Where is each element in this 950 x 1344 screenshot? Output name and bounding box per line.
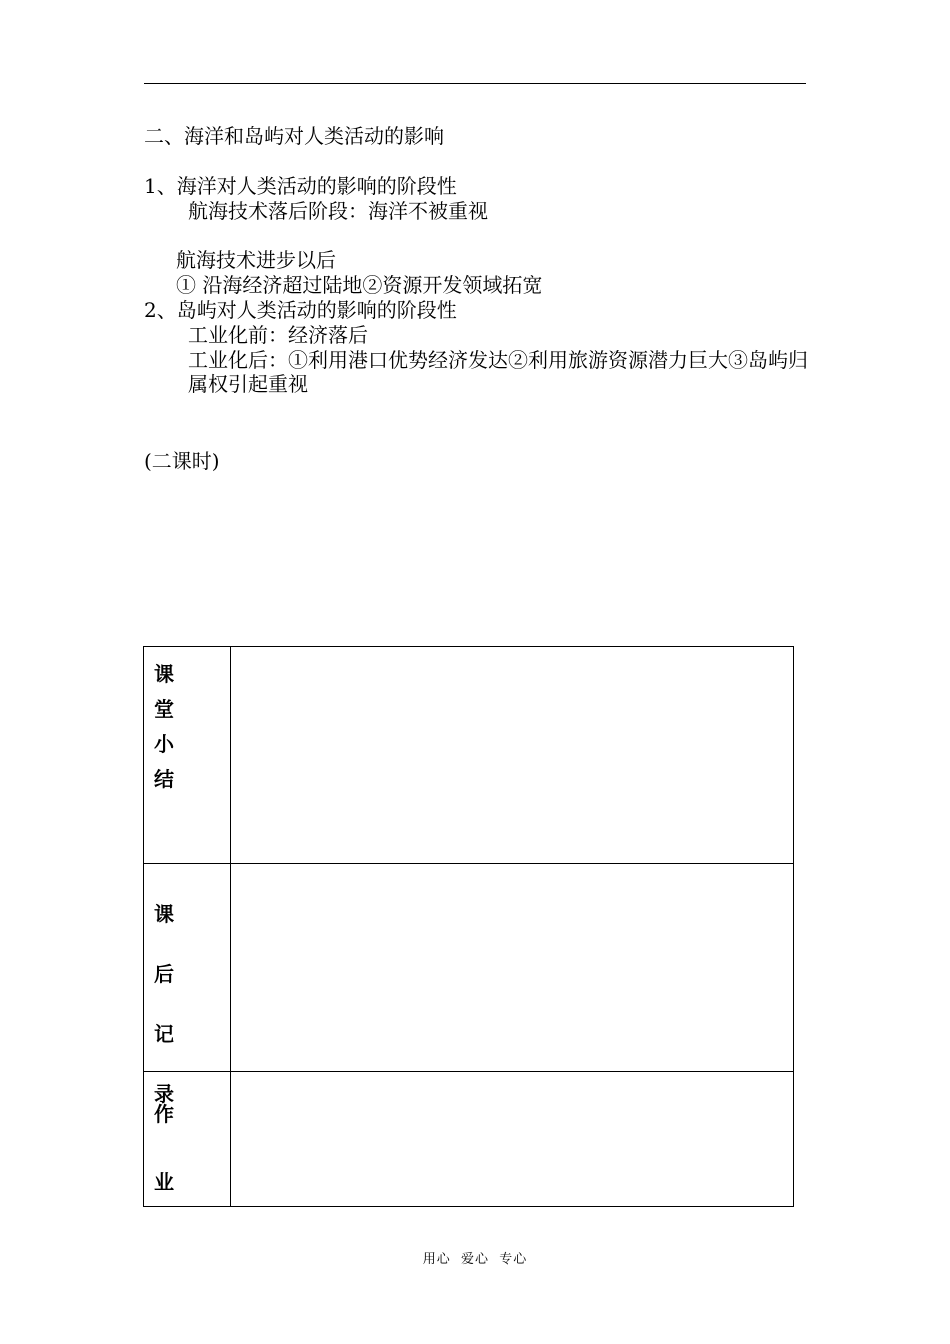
item1-line1: 航海技术落后阶段：海洋不被重视 — [188, 199, 488, 223]
item2-line1: 工业化前：经济落后 — [188, 323, 368, 347]
item1-title: 1、海洋对人类活动的影响的阶段性 — [144, 174, 457, 198]
item2-title: 2、岛屿对人类活动的影响的阶段性 — [144, 298, 457, 322]
homework-label-cell — [144, 1072, 231, 1207]
summary-content-cell[interactable] — [231, 647, 794, 864]
homework-label: 作 业 — [154, 1102, 174, 1194]
homework-content-cell[interactable] — [231, 1072, 794, 1207]
page-footer: 用心 爱心 专心 — [422, 1252, 528, 1267]
reflection-label-cell — [144, 864, 231, 1106]
reflection-label: 课 后 记 录 — [154, 902, 174, 1106]
item1-line3: ① 沿海经济超过陆地②资源开发领域拓宽 — [176, 273, 543, 297]
lesson-summary-table — [143, 646, 794, 1207]
reflection-content-cell[interactable] — [231, 864, 794, 1072]
summary-label: 课 堂 小 结 — [154, 662, 174, 791]
summary-label-cell — [144, 647, 231, 864]
section-heading: 二、海洋和岛屿对人类活动的影响 — [144, 124, 444, 148]
item1-line2: 航海技术进步以后 — [176, 248, 336, 272]
item2-line2: 工业化后：①利用港口优势经济发达②利用旅游资源潜力巨大③岛屿归属权引起重视 — [188, 348, 808, 396]
period-note: (二课时) — [144, 449, 220, 473]
header-rule — [144, 83, 806, 84]
